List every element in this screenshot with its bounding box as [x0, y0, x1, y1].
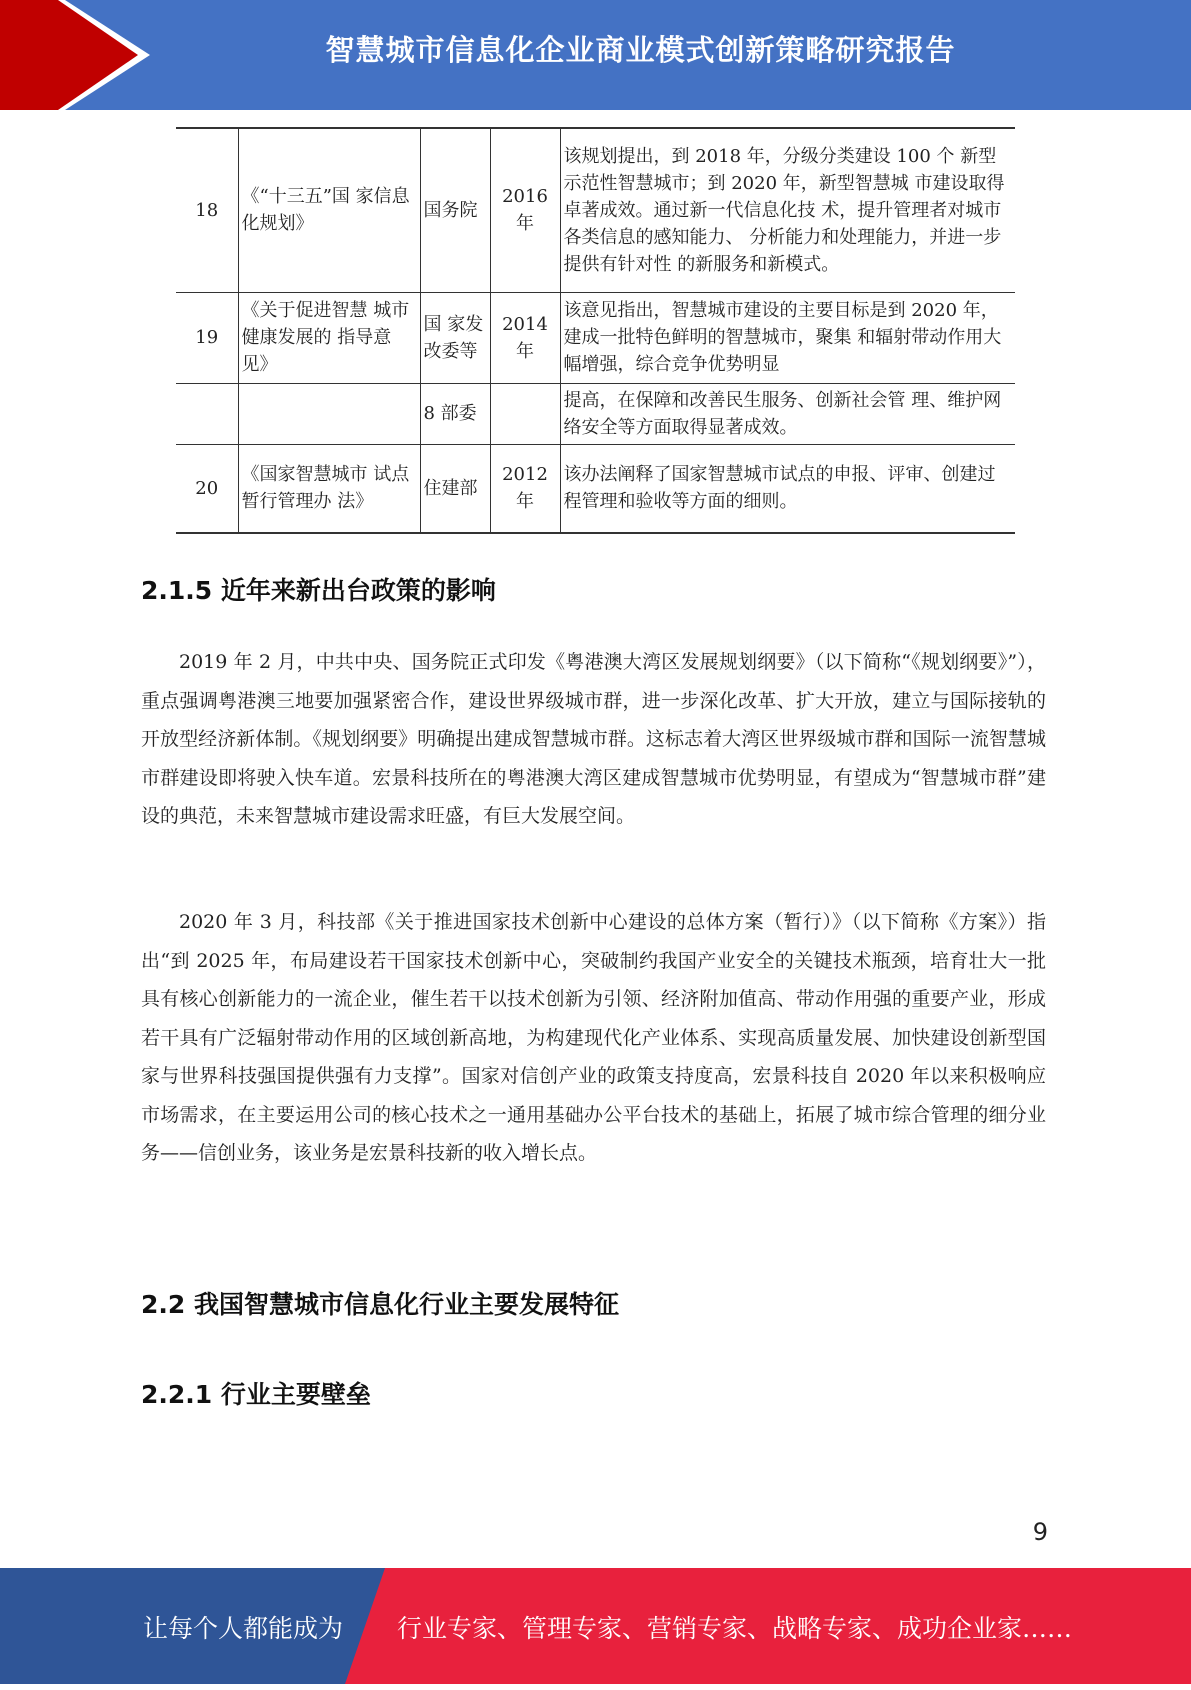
policy-content: 该意见指出，智慧城市建设的主要目标是到 2020 年，建成一批特色鲜明的智慧城市，聚集 和辐射带动作用大幅增强，综合竞争优势明显	[560, 292, 1015, 383]
policy-name	[238, 383, 420, 444]
paragraph: 2020 年 3 月，科技部《关于推进国家技术创新中心建设的总体方案（暂行）》（以下简称《方案》）指出“到 2025 年，布局建设若干国家技术创新中心，突破制约我国产业安全的关键技术瓶颈，培育壮大一批具有核心创新能力的一流企业，催生若干以技术创新为引领、经济附加值高、带动作用强的重要产业，形成若干具有广泛辐射带动作用的区域创新高地，为构建现代化产业体系、实现高质量发展、加快建设创新型国家与世界科技强国提供强有力支撑”。国家对信创产业的政策支持度高，宏景科技自 2020 年以来积极响应市场需求，在主要运用公司的核心技术之一通用基础办公平台技术的基础上，拓展了城市综合管理的细分业务——信创业务，该业务是宏景科技新的收入增长点。	[141, 911, 1046, 1164]
row-number: 18	[176, 128, 238, 292]
section-heading-2-2: 2.2 我国智慧城市信息化行业主要发展特征	[141, 1290, 619, 1319]
issuing-department: 住建部	[420, 444, 490, 533]
page-footer	[0, 1568, 1191, 1684]
issuing-department: 国 家发 改委等	[420, 292, 490, 383]
policy-name: 《国家智慧城市 试点暂行管理办 法》	[238, 444, 420, 533]
footer-slogan-right: 行业专家、管理专家、营销专家、战略专家、成功企业家……	[397, 1614, 1073, 1643]
policy-content: 该规划提出，到 2018 年，分级分类建设 100 个 新型示范性智慧城市；到 2020 年，新型智慧城 市建设取得卓著成效。通过新一代信息化技 术，提升管理者对城市各类信息的感知能力、 分析能力和处理能力，并进一步提供有针对性 的新服务和新模式。	[560, 128, 1015, 292]
policy-name: 《“十三五”国 家信息化规划》	[238, 128, 420, 292]
page-number: 9	[1032, 1518, 1048, 1546]
policy-content: 该办法阐释了国家智慧城市试点的申报、评审、创建过程管理和验收等方面的细则。	[560, 444, 1015, 533]
policy-table	[176, 127, 1015, 534]
issue-year: 2014年	[490, 292, 560, 383]
footer-slogan-left: 让每个人都能成为	[143, 1614, 344, 1643]
issuing-department: 国务院	[420, 128, 490, 292]
policy-name: 《关于促进智慧 城市健康发展的 指导意见》	[238, 292, 420, 383]
table-row	[176, 383, 1015, 444]
policy-content: 提高，在保障和改善民生服务、创新社会管 理、维护网络安全等方面取得显著成效。	[560, 383, 1015, 444]
section-heading-2-2-1: 2.2.1 行业主要壁垒	[141, 1380, 371, 1409]
header-arrow-decoration	[0, 0, 150, 110]
row-number	[176, 383, 238, 444]
page-header	[0, 0, 1191, 110]
section-heading-2-1-5: 2.1.5 近年来新出台政策的影响	[141, 576, 496, 605]
report-title: 智慧城市信息化企业商业模式创新策略研究报告	[325, 33, 956, 67]
table-row	[176, 128, 1015, 292]
issuing-department: 8 部委	[420, 383, 490, 444]
row-number: 19	[176, 292, 238, 383]
table-row	[176, 292, 1015, 383]
table-row	[176, 444, 1015, 533]
issue-year: 2016年	[490, 128, 560, 292]
paragraph: 2019 年 2 月，中共中央、国务院正式印发《粤港澳大湾区发展规划纲要》（以下简称“《规划纲要》”），重点强调粤港澳三地要加强紧密合作，建设世界级城市群，进一步深化改革、扩大开放，建立与国际接轨的开放型经济新体制。《规划纲要》明确提出建成智慧城市群。这标志着大湾区世界级城市群和国际一流智慧城市群建设即将驶入快车道。宏景科技所在的粤港澳大湾区建成智慧城市优势明显，有望成为“智慧城市群”建设的典范，未来智慧城市建设需求旺盛，有巨大发展空间。	[141, 651, 1046, 827]
issue-year: 2012年	[490, 444, 560, 533]
issue-year	[490, 383, 560, 444]
row-number: 20	[176, 444, 238, 533]
